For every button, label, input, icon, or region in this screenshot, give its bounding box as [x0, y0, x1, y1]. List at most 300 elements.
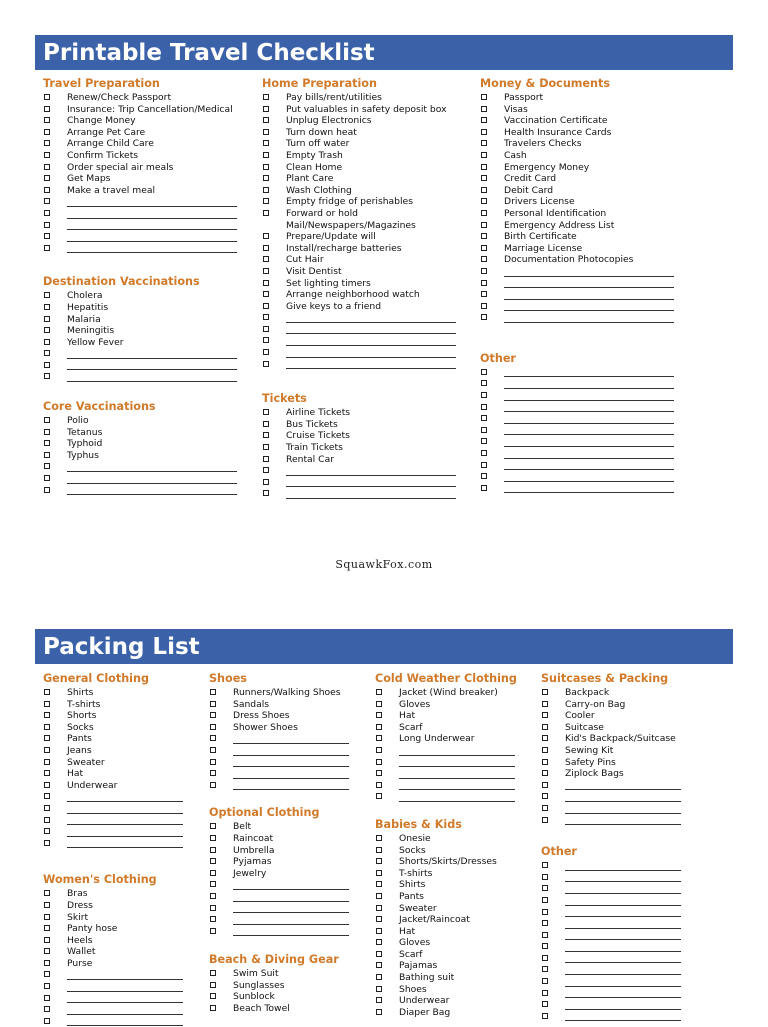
write-in-line[interactable]	[504, 388, 674, 389]
section-title: General Clothing	[43, 672, 149, 685]
checkbox[interactable]	[263, 456, 269, 462]
checkbox[interactable]	[542, 1001, 548, 1007]
checkbox[interactable]	[44, 1006, 50, 1012]
write-in-line[interactable]	[286, 486, 456, 487]
checkbox[interactable]	[210, 893, 216, 899]
write-in-line[interactable]	[67, 206, 237, 207]
checkbox[interactable]	[263, 210, 269, 216]
checkbox[interactable]	[210, 823, 216, 829]
write-in-line[interactable]	[565, 1020, 681, 1021]
checkbox[interactable]	[44, 817, 50, 823]
checkbox[interactable]	[210, 712, 216, 718]
checkbox[interactable]	[481, 404, 487, 410]
checkbox[interactable]	[481, 106, 487, 112]
checklist-item	[209, 991, 369, 1003]
checkbox[interactable]	[542, 874, 548, 880]
checkbox[interactable]	[44, 937, 50, 943]
checkbox[interactable]	[263, 490, 269, 496]
checkbox[interactable]	[376, 735, 382, 741]
checkbox[interactable]	[210, 916, 216, 922]
checkbox[interactable]	[263, 291, 269, 297]
blank-checklist-item	[541, 815, 701, 827]
checkbox[interactable]	[210, 982, 216, 988]
checklist-item-label: Hat	[399, 925, 416, 937]
checkbox[interactable]	[44, 995, 50, 1001]
checkbox[interactable]	[210, 870, 216, 876]
checkbox[interactable]	[376, 835, 382, 841]
write-in-line[interactable]	[504, 310, 674, 311]
checkbox[interactable]	[44, 152, 50, 158]
checkbox[interactable]	[210, 759, 216, 765]
checkbox[interactable]	[44, 983, 50, 989]
checkbox[interactable]	[44, 210, 50, 216]
checkbox[interactable]	[210, 858, 216, 864]
checklist-item-label: Gloves	[399, 698, 431, 710]
checkbox[interactable]	[44, 960, 50, 966]
checkbox[interactable]	[44, 793, 50, 799]
checkbox[interactable]	[376, 689, 382, 695]
write-in-line[interactable]	[286, 333, 456, 334]
checkbox[interactable]	[263, 337, 269, 343]
checkbox[interactable]	[481, 415, 487, 421]
checkbox[interactable]	[376, 928, 382, 934]
write-in-line[interactable]	[504, 469, 674, 470]
checkbox[interactable]	[210, 993, 216, 999]
checkbox[interactable]	[210, 881, 216, 887]
write-in-line[interactable]	[504, 411, 674, 412]
checkbox[interactable]	[210, 905, 216, 911]
checkbox[interactable]	[481, 164, 487, 170]
write-in-line[interactable]	[67, 813, 183, 814]
write-in-line[interactable]	[233, 889, 349, 890]
checkbox[interactable]	[542, 862, 548, 868]
section-travel-preparation	[43, 75, 258, 254]
checklist-item-label: Bus Tickets	[286, 418, 338, 430]
checkbox[interactable]	[44, 840, 50, 846]
checkbox[interactable]	[542, 955, 548, 961]
write-in-line[interactable]	[504, 481, 674, 482]
write-in-line[interactable]	[286, 357, 456, 358]
checkbox[interactable]	[481, 233, 487, 239]
checkbox[interactable]	[481, 473, 487, 479]
checkbox[interactable]	[376, 881, 382, 887]
checkbox[interactable]	[263, 303, 269, 309]
write-in-line[interactable]	[286, 475, 456, 476]
checkbox[interactable]	[481, 427, 487, 433]
checkbox[interactable]	[44, 487, 50, 493]
checkbox[interactable]	[481, 280, 487, 286]
checkbox[interactable]	[263, 94, 269, 100]
checklist-item	[43, 302, 258, 314]
write-in-line[interactable]	[504, 299, 674, 300]
checkbox[interactable]	[376, 997, 382, 1003]
checkbox[interactable]	[44, 350, 50, 356]
checkbox[interactable]	[44, 1018, 50, 1024]
checkbox[interactable]	[542, 724, 548, 730]
checkbox[interactable]	[542, 712, 548, 718]
checkbox[interactable]	[210, 701, 216, 707]
checkbox[interactable]	[210, 928, 216, 934]
write-in-line[interactable]	[565, 928, 681, 929]
checkbox[interactable]	[210, 735, 216, 741]
checkbox[interactable]	[44, 175, 50, 181]
blank-checklist-item	[262, 312, 477, 324]
blank-checklist-item	[43, 969, 203, 981]
checkbox[interactable]	[481, 438, 487, 444]
checklist-item-label: Train Tickets	[286, 442, 343, 454]
checkbox[interactable]	[263, 129, 269, 135]
checkbox[interactable]	[44, 782, 50, 788]
checkbox[interactable]	[210, 689, 216, 695]
checkbox[interactable]	[376, 870, 382, 876]
checkbox[interactable]	[376, 770, 382, 776]
write-in-line[interactable]	[67, 1014, 183, 1015]
checkbox[interactable]	[44, 971, 50, 977]
write-in-line[interactable]	[286, 322, 456, 323]
checkbox[interactable]	[542, 990, 548, 996]
checklist-item-label: Put valuables in safety deposit box	[286, 103, 447, 115]
checkbox[interactable]	[481, 256, 487, 262]
write-in-line[interactable]	[399, 755, 515, 756]
checkbox[interactable]	[376, 962, 382, 968]
checkbox[interactable]	[263, 326, 269, 332]
write-in-line[interactable]	[67, 252, 237, 253]
checkbox[interactable]	[376, 893, 382, 899]
checkbox[interactable]	[542, 759, 548, 765]
checkbox[interactable]	[376, 712, 382, 718]
checkbox[interactable]	[44, 747, 50, 753]
write-in-line[interactable]	[286, 368, 456, 369]
write-in-line[interactable]	[67, 836, 183, 837]
checkbox[interactable]	[44, 316, 50, 322]
checkbox[interactable]	[44, 701, 50, 707]
write-in-line[interactable]	[504, 322, 674, 323]
write-in-line[interactable]	[67, 229, 237, 230]
write-in-line[interactable]	[67, 381, 237, 382]
write-in-line[interactable]	[504, 423, 674, 424]
write-in-line[interactable]	[67, 979, 183, 980]
checkbox[interactable]	[210, 835, 216, 841]
write-in-line[interactable]	[399, 766, 515, 767]
checkbox[interactable]	[481, 303, 487, 309]
checkbox[interactable]	[481, 198, 487, 204]
checkbox[interactable]	[263, 268, 269, 274]
checkbox[interactable]	[481, 485, 487, 491]
checkbox[interactable]	[376, 951, 382, 957]
checkbox[interactable]	[263, 245, 269, 251]
checkbox[interactable]	[263, 314, 269, 320]
checkbox[interactable]	[481, 369, 487, 375]
write-in-line[interactable]	[565, 1009, 681, 1010]
checkbox[interactable]	[44, 129, 50, 135]
checklist-item	[43, 450, 258, 462]
checklist-item	[375, 903, 535, 915]
checkbox[interactable]	[210, 970, 216, 976]
checkbox[interactable]	[263, 140, 269, 146]
write-in-line[interactable]	[233, 778, 349, 779]
write-in-line[interactable]	[565, 939, 681, 940]
checkbox[interactable]	[44, 304, 50, 310]
checkbox[interactable]	[210, 847, 216, 853]
write-in-line[interactable]	[565, 824, 681, 825]
checklist-item	[375, 937, 535, 949]
checkbox[interactable]	[263, 479, 269, 485]
write-in-line[interactable]	[504, 458, 674, 459]
checkbox[interactable]	[44, 417, 50, 423]
write-in-line[interactable]	[67, 801, 183, 802]
checkbox[interactable]	[542, 689, 548, 695]
checkbox[interactable]	[376, 747, 382, 753]
write-in-line[interactable]	[565, 986, 681, 987]
checkbox[interactable]	[44, 140, 50, 146]
write-in-line[interactable]	[565, 916, 681, 917]
checkbox[interactable]	[542, 701, 548, 707]
blank-checklist-item	[541, 988, 701, 1000]
write-in-line[interactable]	[565, 789, 681, 790]
checkbox[interactable]	[44, 429, 50, 435]
checkbox[interactable]	[210, 747, 216, 753]
checkbox[interactable]	[44, 117, 50, 123]
write-in-line[interactable]	[233, 743, 349, 744]
checkbox[interactable]	[481, 314, 487, 320]
checkbox[interactable]	[263, 152, 269, 158]
checklist-item	[375, 949, 535, 961]
checkbox[interactable]	[44, 770, 50, 776]
checkbox[interactable]	[481, 187, 487, 193]
checkbox[interactable]	[481, 210, 487, 216]
checkbox[interactable]	[210, 770, 216, 776]
checkbox[interactable]	[542, 978, 548, 984]
write-in-line[interactable]	[286, 498, 456, 499]
checkbox[interactable]	[263, 349, 269, 355]
checkbox[interactable]	[44, 712, 50, 718]
write-in-line[interactable]	[399, 789, 515, 790]
section-optional-clothing	[209, 804, 369, 937]
checklist-item-label: Gloves	[399, 937, 431, 949]
checkbox[interactable]	[44, 463, 50, 469]
write-in-line[interactable]	[565, 905, 681, 906]
checkbox[interactable]	[44, 292, 50, 298]
blank-checklist-item	[480, 378, 695, 390]
checklist-item-label: Meningitis	[67, 325, 115, 337]
write-in-line[interactable]	[565, 962, 681, 963]
checkbox[interactable]	[542, 770, 548, 776]
write-in-line[interactable]	[504, 276, 674, 277]
checkbox[interactable]	[376, 986, 382, 992]
write-in-line[interactable]	[565, 893, 681, 894]
checkbox[interactable]	[44, 689, 50, 695]
checkbox[interactable]	[44, 902, 50, 908]
blank-checklist-item	[209, 926, 369, 938]
checkbox[interactable]	[376, 916, 382, 922]
checkbox[interactable]	[542, 909, 548, 915]
checkbox[interactable]	[44, 222, 50, 228]
checkbox[interactable]	[210, 782, 216, 788]
checkbox[interactable]	[44, 724, 50, 730]
checkbox[interactable]	[481, 268, 487, 274]
checkbox[interactable]	[542, 793, 548, 799]
checkbox[interactable]	[376, 724, 382, 730]
write-in-line[interactable]	[67, 847, 183, 848]
checkbox[interactable]	[376, 1009, 382, 1015]
checkbox[interactable]	[263, 444, 269, 450]
checkbox[interactable]	[263, 106, 269, 112]
checkbox[interactable]	[263, 198, 269, 204]
checkbox[interactable]	[44, 245, 50, 251]
write-in-line[interactable]	[504, 434, 674, 435]
checkbox[interactable]	[263, 175, 269, 181]
checkbox[interactable]	[376, 905, 382, 911]
checkbox[interactable]	[44, 362, 50, 368]
checkbox[interactable]	[44, 890, 50, 896]
write-in-line[interactable]	[233, 755, 349, 756]
checkbox[interactable]	[376, 782, 382, 788]
checkbox[interactable]	[44, 187, 50, 193]
write-in-line[interactable]	[67, 494, 237, 495]
checklist-item	[209, 833, 369, 845]
checkbox[interactable]	[44, 198, 50, 204]
write-in-line[interactable]	[67, 241, 237, 242]
checkbox[interactable]	[263, 280, 269, 286]
write-in-line[interactable]	[67, 483, 237, 484]
checkbox[interactable]	[542, 747, 548, 753]
checkbox[interactable]	[481, 175, 487, 181]
checkbox[interactable]	[44, 94, 50, 100]
checklist-item-label: Plant Care	[286, 173, 334, 185]
checkbox[interactable]	[376, 974, 382, 980]
checkbox[interactable]	[542, 817, 548, 823]
blank-checklist-item	[375, 757, 535, 769]
write-in-line[interactable]	[67, 1002, 183, 1003]
checkbox[interactable]	[263, 409, 269, 415]
checkbox[interactable]	[263, 233, 269, 239]
write-in-line[interactable]	[565, 813, 681, 814]
write-in-line[interactable]	[67, 471, 237, 472]
write-in-line[interactable]	[67, 369, 237, 370]
write-in-line[interactable]	[233, 789, 349, 790]
checkbox[interactable]	[44, 373, 50, 379]
checkbox[interactable]	[44, 440, 50, 446]
blank-checklist-item	[480, 278, 695, 290]
write-in-line[interactable]	[565, 881, 681, 882]
checkbox[interactable]	[376, 759, 382, 765]
write-in-line[interactable]	[504, 446, 674, 447]
checkbox[interactable]	[481, 222, 487, 228]
checkbox[interactable]	[44, 164, 50, 170]
checklist-item	[43, 290, 258, 302]
checkbox[interactable]	[481, 392, 487, 398]
write-in-line[interactable]	[399, 778, 515, 779]
write-in-line[interactable]	[286, 345, 456, 346]
checkbox[interactable]	[481, 129, 487, 135]
checkbox[interactable]	[542, 966, 548, 972]
checkbox[interactable]	[263, 256, 269, 262]
checkbox[interactable]	[44, 233, 50, 239]
write-in-line[interactable]	[233, 924, 349, 925]
write-in-line[interactable]	[233, 901, 349, 902]
checkbox[interactable]	[263, 361, 269, 367]
checkbox[interactable]	[376, 939, 382, 945]
write-in-line[interactable]	[67, 824, 183, 825]
checkbox[interactable]	[481, 291, 487, 297]
write-in-line[interactable]	[233, 912, 349, 913]
write-in-line[interactable]	[233, 935, 349, 936]
write-in-line[interactable]	[67, 218, 237, 219]
checkbox[interactable]	[263, 164, 269, 170]
checkbox[interactable]	[542, 1013, 548, 1019]
checkbox[interactable]	[44, 475, 50, 481]
checkbox[interactable]	[481, 117, 487, 123]
checkbox[interactable]	[44, 339, 50, 345]
checkbox[interactable]	[44, 106, 50, 112]
checkbox[interactable]	[542, 943, 548, 949]
checkbox[interactable]	[44, 327, 50, 333]
checkbox[interactable]	[542, 805, 548, 811]
checkbox[interactable]	[44, 759, 50, 765]
checkbox[interactable]	[542, 897, 548, 903]
checklist-item	[209, 821, 369, 833]
checkbox[interactable]	[263, 117, 269, 123]
write-in-line[interactable]	[504, 400, 674, 401]
checkbox[interactable]	[44, 925, 50, 931]
checkbox[interactable]	[44, 805, 50, 811]
checkbox[interactable]	[481, 94, 487, 100]
write-in-line[interactable]	[504, 492, 674, 493]
checkbox[interactable]	[376, 858, 382, 864]
checkbox[interactable]	[263, 432, 269, 438]
write-in-line[interactable]	[565, 801, 681, 802]
checkbox[interactable]	[376, 793, 382, 799]
checklist-item	[43, 768, 203, 780]
checkbox[interactable]	[263, 467, 269, 473]
checkbox[interactable]	[44, 948, 50, 954]
checkbox[interactable]	[542, 782, 548, 788]
checklist-item	[209, 980, 369, 992]
write-in-line[interactable]	[67, 358, 237, 359]
checkbox[interactable]	[542, 932, 548, 938]
checkbox[interactable]	[481, 140, 487, 146]
checkbox[interactable]	[210, 724, 216, 730]
write-in-line[interactable]	[504, 287, 674, 288]
checkbox[interactable]	[481, 152, 487, 158]
write-in-line[interactable]	[67, 991, 183, 992]
checkbox[interactable]	[481, 380, 487, 386]
checkbox[interactable]	[542, 735, 548, 741]
checkbox[interactable]	[542, 885, 548, 891]
checkbox[interactable]	[44, 828, 50, 834]
checkbox[interactable]	[542, 920, 548, 926]
write-in-line[interactable]	[565, 870, 681, 871]
checkbox[interactable]	[44, 914, 50, 920]
checkbox[interactable]	[44, 452, 50, 458]
write-in-line[interactable]	[399, 801, 515, 802]
checkbox[interactable]	[263, 421, 269, 427]
checkbox[interactable]	[376, 847, 382, 853]
write-in-line[interactable]	[565, 951, 681, 952]
checkbox[interactable]	[481, 450, 487, 456]
checkbox[interactable]	[210, 1005, 216, 1011]
write-in-line[interactable]	[565, 974, 681, 975]
checkbox[interactable]	[376, 701, 382, 707]
write-in-line[interactable]	[504, 376, 674, 377]
write-in-line[interactable]	[233, 766, 349, 767]
checkbox[interactable]	[44, 735, 50, 741]
write-in-line[interactable]	[67, 1025, 183, 1026]
checkbox[interactable]	[263, 187, 269, 193]
checkbox[interactable]	[481, 245, 487, 251]
write-in-line[interactable]	[565, 997, 681, 998]
checkbox[interactable]	[481, 462, 487, 468]
